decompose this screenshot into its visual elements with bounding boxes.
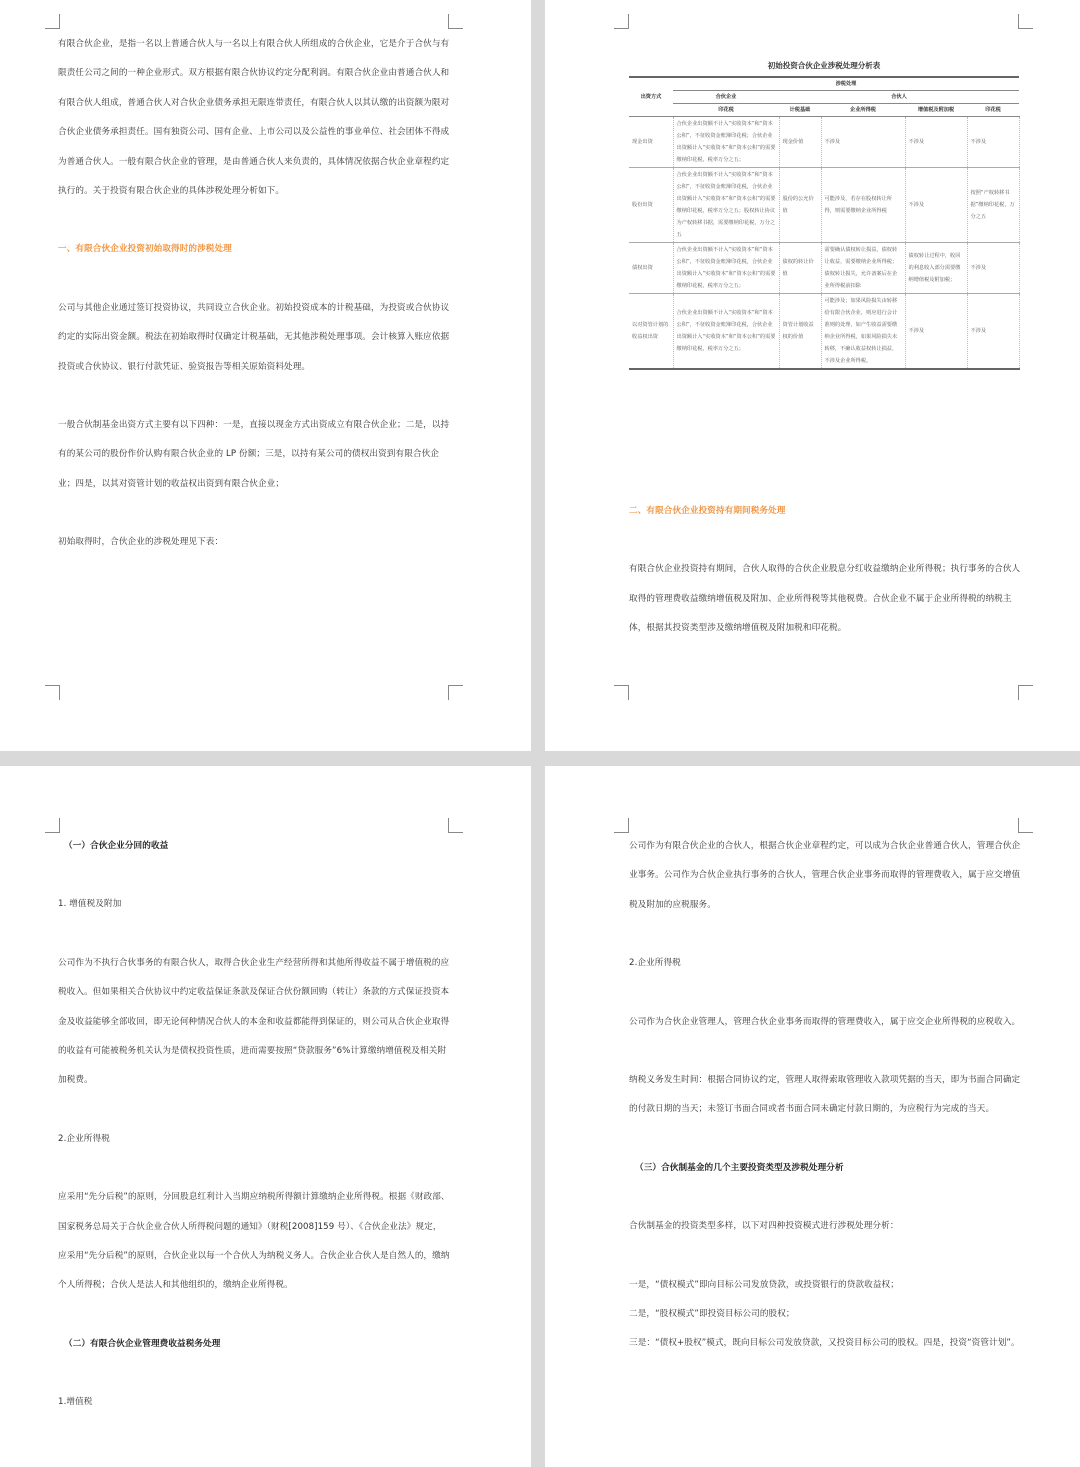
section-heading: （二）有限合伙企业管理费收益税务处理	[64, 1338, 221, 1349]
tax-table	[629, 76, 1020, 370]
paragraph: 公司与其他企业通过签订投资协议，共同设立合伙企业。初始投资成本的计税基础，为投资或合伙协议约定的实际出资金额。税法在初始取得时仅确定计税基础，无其他涉税处理事项。会计核算入账应依据投资或合伙协议、银行付款凭证、验资报告等相关原始资料处理。	[58, 302, 450, 372]
column-header: 印花税	[967, 104, 1019, 117]
table-cell: 资管计划收益权的价值	[779, 294, 821, 370]
table-cell: 现金出资	[629, 117, 673, 168]
table-cell: 不涉及	[967, 243, 1019, 294]
crop-mark	[45, 818, 60, 833]
column-group-header: 合伙企业	[673, 91, 779, 104]
intro-paragraph: 有限合伙企业，是指一名以上普通合伙人与一名以上有限合伙人所组成的合伙企业，它是介于合伙与有限责任公司之间的一种企业形式。双方根据有限合伙协议约定分配利润。有限合伙企业由普通合伙人和有限合伙人组成，普通合伙人对合伙企业债务承担无限连带责任，有限合伙人以其认缴的出资额为限对合伙企业债务承担责任。国有独资公司、国有企业、上市公司以及公益性的事业单位、社会团体不得成为普通合伙人。一般有限合伙企业的管理，是由普通合伙人来负责的，具体情况依据合伙企业章程约定执行的。关于投资有限合伙企业的具体涉税处理分析如下。	[58, 39, 450, 197]
crop-mark	[1018, 818, 1033, 833]
table-cell: 股份出资	[629, 168, 673, 243]
crop-mark	[448, 685, 463, 700]
table-cell: 不涉及	[905, 294, 967, 370]
paragraph: 一般合伙制基金出资方式主要有以下四种：一是，直接以现金方式出资成立有限合伙企业；二是，以持有的某公司的股份作价认购有限合伙企业的 LP 份额；三是，以持有某公司的债权出资到有限合伙企业；四是，以其对资管计划的收益权出资到有限合伙企业；	[58, 420, 450, 489]
column-group-header: 涉税处理	[673, 77, 1019, 91]
table-row	[629, 294, 1019, 370]
paragraph: 应采用“先分后税”的原则，分回股息红利计入当期应纳税所得额计算缴纳企业所得税。根据《财政部、国家税务总局关于合伙企业合伙人所得税问题的通知》（财税[2008]159 号）、《合伙企业法》规定，应采用“先分后税”的原则，合伙企业以每一个合伙人为纳税义务人。合伙企业合伙人是自然人的，缴纳个人所得税；合伙人是法人和其他组织的，缴纳企业所得税。	[58, 1192, 450, 1291]
page-body	[629, 832, 1021, 1359]
page-2	[545, 0, 1080, 751]
paragraph: 初始取得时，合伙企业的涉税处理见下表：	[58, 537, 224, 548]
paragraph: 公司作为不执行合伙事务的有限合伙人，取得合伙企业生产经营所得和其他所得收益不属于增值税的应税收入。但如果相关合伙协议中约定收益保证条款及保证合伙份额回购（转让）条款的方式保证投资本金及收益能够全部收回，即无论何种情况合伙人的本金和收益都能得到保证的，则公司从合伙企业取得的收益有可能被税务机关认为是债权投资性质，进而需要按照“贷款服务”6%计算缴纳增值税及相关附加税费。	[58, 957, 450, 1086]
table-cell: 合伙企业出资额不计入“实收资本”和“资本公积”，不征收资金账簿印花税，合伙企业出资额计入“实收资本”和“资本公积”的需要缴纳印花税，税率万分之五；股权转让协议为产权转移书据，需要缴纳印花税，万分之五	[673, 168, 779, 243]
section-heading: 二、有限合伙企业投资持有期间税务处理	[629, 506, 786, 516]
section-heading: （三）合伙制基金的几个主要投资类型及涉税处理分析	[635, 1162, 844, 1173]
list-item: 一是，“债权模式”即向目标公司发放贷款，或投资银行的贷款收益权；	[629, 1279, 899, 1290]
table-row	[629, 168, 1019, 243]
table-cell: 不涉及	[967, 117, 1019, 168]
section-heading: 一、有限合伙企业投资初始取得时的涉税处理	[58, 244, 232, 255]
paragraph: 公司作为有限合伙企业的合伙人，根据合伙企业章程约定，可以成为合伙企业普通合伙人，管理合伙企业事务。公司作为合伙企业执行事务的合伙人，管理合伙企业事务而取得的管理费收入，属于应交增值税及附加的应税服务。	[629, 841, 1021, 910]
table-cell: 合伙企业出资额不计入“实收资本”和“资本公积”，不征收资金账簿印花税，合伙企业出资额计入“实收资本”和“资本公积”的需要缴纳印花税，税率万分之五；	[673, 243, 779, 294]
list-item: 二是，“股权模式”即投资目标公司的股权；	[629, 1309, 795, 1320]
table-row	[629, 117, 1019, 168]
table-cell: 债权转让过程中，收回的利息收入部分需要缴纳增值税及附加税；	[905, 243, 967, 294]
page-body	[629, 497, 1021, 644]
table-cell: 不涉及	[905, 117, 967, 168]
table-cell: 债权的转让价值	[779, 243, 821, 294]
table-cell: 可能涉及，若存在股权转让所得，则需要缴纳企业所得税	[821, 168, 905, 243]
crop-mark	[448, 14, 463, 29]
table-row	[629, 243, 1019, 294]
paragraph: 公司作为合伙企业管理人，管理合伙企业事务而取得的管理费收入，属于应交企业所得税的应税收入。	[629, 1016, 1021, 1027]
crop-mark	[1018, 14, 1033, 29]
table-cell: 现金价值	[779, 117, 821, 168]
subheading: 1.增值税	[58, 1397, 93, 1408]
subheading: 2.企业所得税	[629, 958, 681, 969]
crop-mark	[448, 818, 463, 833]
table-cell: 按照“产权转移书据”缴纳印花税，万分之五	[967, 168, 1019, 243]
crop-mark	[45, 685, 60, 700]
subheading: 2.企业所得税	[58, 1133, 110, 1144]
table-title: 初始投资合伙企业涉税处理分析表	[767, 61, 881, 70]
crop-mark	[614, 685, 629, 700]
crop-mark	[614, 818, 629, 833]
table-cell: 合伙企业出资额不计入“实收资本”和“资本公积”，不征收资金账簿印花税；合伙企业出资额计入“实收资本”和“资本公积”的需要缴纳印花税，税率万分之五；	[673, 117, 779, 168]
table-cell: 以对资管计划的收益权出资	[629, 294, 673, 370]
column-header: 印花税	[673, 104, 779, 117]
table-cell: 债权出资	[629, 243, 673, 294]
column-header: 企业所得税	[821, 104, 905, 117]
column-header: 计税基础	[779, 104, 821, 117]
table-cell: 不涉及	[905, 168, 967, 243]
subheading: 1. 增值税及附加	[58, 899, 122, 910]
crop-mark	[614, 14, 629, 29]
column-header: 增值税及附加税	[905, 104, 967, 117]
page-4	[545, 766, 1080, 1467]
paragraph: 纳税义务发生时间：根据合同协议约定，管理人取得索取管理收入款项凭据的当天，即为书面合同确定的付款日期的当天；未签订书面合同或者书面合同未确定付款日期的，为应税行为完成的当天。	[629, 1075, 1021, 1115]
page-1	[0, 0, 531, 751]
table-cell: 不涉及	[821, 117, 905, 168]
table-cell: 需要确认债权转让损益，债权转让收益，需要缴纳企业所得税；债权转让损失，允许备案后在企业所得税前扣除	[821, 243, 905, 294]
table-cell: 股份的公允价值	[779, 168, 821, 243]
page-body	[58, 832, 450, 1418]
paragraph: 合伙制基金的投资类型多样，以下对四种投资模式进行涉税处理分析：	[629, 1221, 899, 1232]
page-body	[58, 30, 450, 558]
paragraph: 有限合伙企业投资持有期间，合伙人取得的合伙企业股息分红收益缴纳企业所得税；执行事务的合伙人取得的管理费收益缴纳增值税及附加、企业所得税等其他税费。合伙企业不属于企业所得税的纳税主体，根据其投资类型涉及缴纳增值税及附加税和印花税。	[629, 564, 1021, 634]
page-3	[0, 766, 531, 1467]
crop-mark	[1018, 685, 1033, 700]
column-header: 出资方式	[629, 77, 673, 117]
table-cell: 合伙企业出资额不计入“实收资本”和“资本公积”，不征收资金账簿印花税，合伙企业出资额计入“实收资本”和“资本公积”的需要缴纳印花税，税率万分之五；	[673, 294, 779, 370]
table-cell: 可能涉及；如果风险损失由转移给有限合伙企业，则应进行会计准则的处理，如产生收益需要缴纳企业所得税，如果风险损失未转移，不确认收益权转让损益，不涉及企业所得税。	[821, 294, 905, 370]
crop-mark	[45, 14, 60, 29]
list-item: 三是：“债权+股权”模式，既向目标公司发放贷款，又投资目标公司的股权。四是，投资“资管计划”。	[629, 1338, 1020, 1349]
column-group-header: 合伙人	[779, 91, 1019, 104]
table-cell: 不涉及	[967, 294, 1019, 370]
section-heading: （一）合伙企业分回的收益	[64, 841, 169, 851]
